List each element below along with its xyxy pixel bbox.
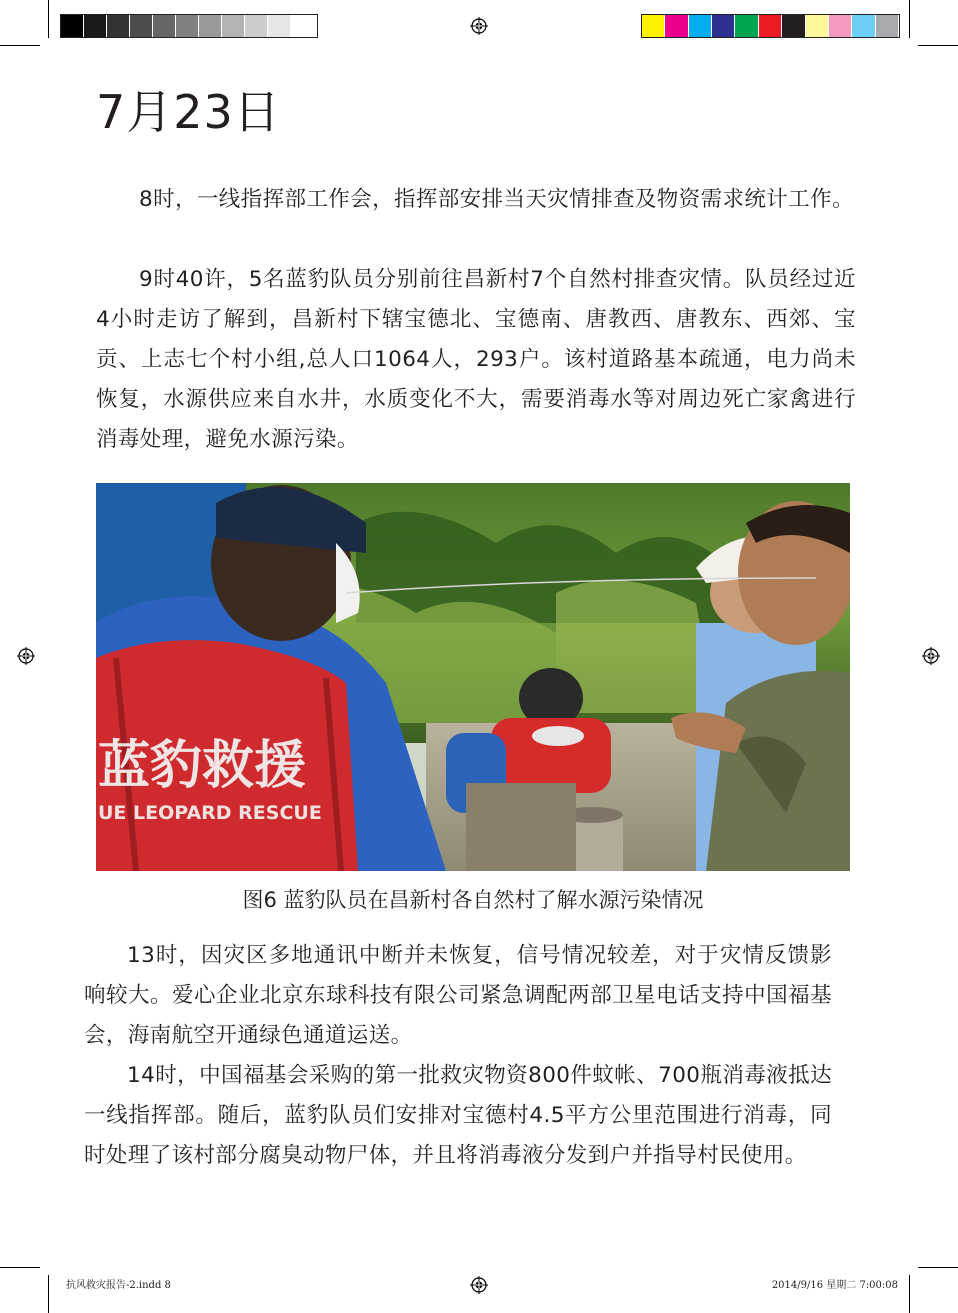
registration-mark-icon xyxy=(470,1276,488,1294)
paragraph-2pm: 14时，中国福基会采购的第一批救灾物资800件蚊帐、700瓶消毒液抵达一线指挥部。随后，蓝豹队员们安排对宝德村4.5平方公里范围进行消毒，同时处理了该村部分腐臭动物尸体，并且将消毒液分发到户并指导村民使用。 xyxy=(84,1063,832,1168)
gray-swatch xyxy=(84,15,107,37)
gray-swatch xyxy=(199,15,222,37)
vest-text-en: UE LEOPARD RESCUE xyxy=(98,802,322,824)
color-swatch xyxy=(782,15,805,37)
gray-swatch xyxy=(245,15,268,37)
page-date-heading: 7月23日 xyxy=(96,85,281,139)
color-calibration-bar xyxy=(641,14,900,38)
registration-mark-icon xyxy=(922,647,940,665)
color-swatch xyxy=(642,15,665,37)
crop-mark xyxy=(918,1267,958,1268)
gray-swatch xyxy=(107,15,130,37)
gray-swatch xyxy=(153,15,176,37)
color-swatch xyxy=(689,15,712,37)
paragraph-1pm: 13时，因灾区多地通讯中断并未恢复，信号情况较差，对于灾情反馈影响较大。爱心企业北京东球科技有限公司紧急调配两部卫星电话支持中国福基会，海南航空开通绿色通道运送。 xyxy=(84,943,832,1048)
crop-mark xyxy=(0,45,40,46)
color-swatch xyxy=(829,15,852,37)
crop-mark xyxy=(909,0,910,38)
vest-text-cn: 蓝豹救援 xyxy=(98,736,307,796)
color-swatch xyxy=(735,15,758,37)
figure-caption: 图6 蓝豹队员在昌新村各自然村了解水源污染情况 xyxy=(242,888,704,912)
figure-photo xyxy=(96,483,850,871)
crop-mark xyxy=(909,1275,910,1313)
color-swatch xyxy=(665,15,688,37)
gray-swatch xyxy=(291,15,314,37)
color-swatch xyxy=(712,15,735,37)
paragraph-8am: 8时，一线指挥部工作会，指挥部安排当天灾情排查及物资需求统计工作。 xyxy=(139,187,854,212)
crop-mark xyxy=(48,1275,49,1313)
registration-mark-icon xyxy=(470,17,488,35)
registration-mark-icon xyxy=(17,647,35,665)
slug-filename: 抗风救灾报告-2.indd 8 xyxy=(66,1280,171,1291)
gray-swatch xyxy=(130,15,153,37)
gray-swatch xyxy=(222,15,245,37)
slug-datetime: 2014/9/16 星期二 7:00:08 xyxy=(771,1280,898,1291)
gray-swatch xyxy=(61,15,84,37)
crop-mark xyxy=(0,1267,40,1268)
gray-swatch xyxy=(176,15,199,37)
grayscale-calibration-bar xyxy=(60,14,318,38)
color-swatch xyxy=(852,15,875,37)
color-swatch xyxy=(806,15,829,37)
gray-swatch xyxy=(268,15,291,37)
paragraph-940am: 9时40许，5名蓝豹队员分别前往昌新村7个自然村排查灾情。队员经过近4小时走访了解到，昌新村下辖宝德北、宝德南、唐教西、唐教东、西郊、宝贡、上志七个村小组,总人口1064人，293户。该村道路基本疏通，电力尚未恢复，水源供应来自水井，水质变化不大，需要消毒水等对周边死亡家禽进行消毒处理，避免水源污染。 xyxy=(96,267,856,452)
color-swatch xyxy=(876,15,899,37)
crop-mark xyxy=(48,0,49,38)
color-swatch xyxy=(759,15,782,37)
crop-mark xyxy=(918,45,958,46)
